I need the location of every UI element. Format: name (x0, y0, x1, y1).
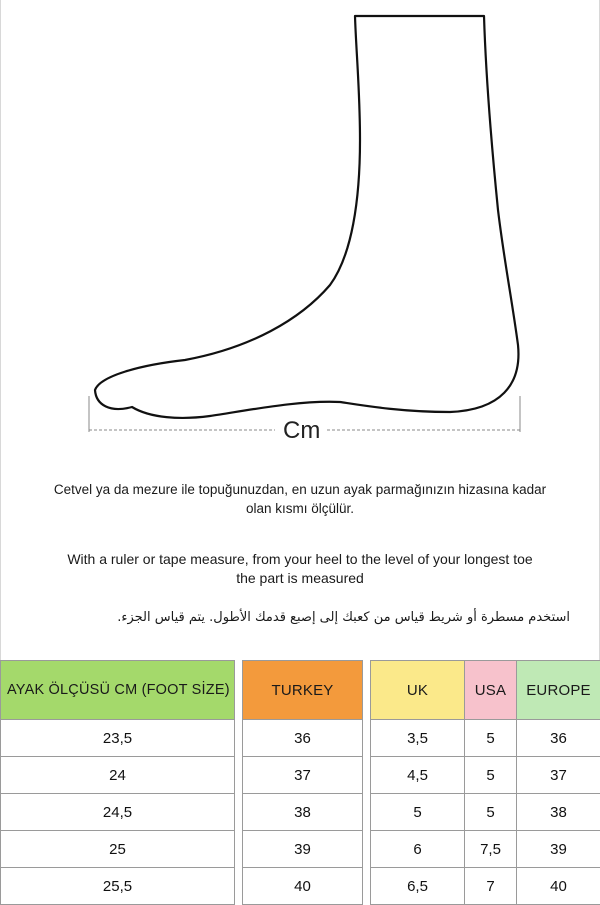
cell-uk: 6,5 (371, 868, 465, 905)
cell-europe: 36 (517, 720, 600, 757)
cell-cm: 25 (1, 831, 235, 868)
turkish-instruction-line-2: olan kısmı ölçülür. (0, 499, 600, 518)
english-instruction-line-1: With a ruler or tape measure, from your heel to the level of your longest toe (0, 550, 600, 569)
table-row (1, 794, 600, 831)
measure-unit-label: Cm (283, 416, 320, 446)
cell-usa: 5 (465, 720, 517, 757)
cell-cm: 24,5 (1, 794, 235, 831)
cell-usa: 7,5 (465, 831, 517, 868)
cell-turkey: 39 (243, 831, 363, 868)
cell-usa: 5 (465, 794, 517, 831)
header-spacer (235, 661, 243, 720)
table-row (1, 757, 600, 794)
header-turkey: TURKEY (243, 661, 363, 720)
cell-uk: 4,5 (371, 757, 465, 794)
cell-usa: 5 (465, 757, 517, 794)
cell-cm: 25,5 (1, 868, 235, 905)
cell-europe: 39 (517, 831, 600, 868)
table-row (1, 831, 600, 868)
cell-spacer (235, 868, 243, 905)
cell-turkey: 37 (243, 757, 363, 794)
cell-europe: 38 (517, 794, 600, 831)
cell-turkey: 36 (243, 720, 363, 757)
cell-spacer (363, 720, 371, 757)
cell-turkey: 38 (243, 794, 363, 831)
table-header-row (1, 661, 600, 720)
header-foot-size: AYAK ÖLÇÜSÜ CM (FOOT SİZE) (1, 661, 235, 720)
cell-europe: 37 (517, 757, 600, 794)
size-conversion-table (0, 660, 600, 905)
header-spacer (363, 661, 371, 720)
cell-uk: 6 (371, 831, 465, 868)
table-row (1, 720, 600, 757)
cell-spacer (363, 794, 371, 831)
cell-spacer (235, 831, 243, 868)
cell-spacer (235, 720, 243, 757)
header-usa: USA (465, 661, 517, 720)
cell-uk: 3,5 (371, 720, 465, 757)
cell-cm: 23,5 (1, 720, 235, 757)
table-row (1, 868, 600, 905)
cell-spacer (363, 757, 371, 794)
cell-spacer (363, 831, 371, 868)
turkish-instruction-line-1: Cetvel ya da mezure ile topuğunuzdan, en uzun ayak parmağınızın hizasına kadar (0, 480, 600, 499)
cell-uk: 5 (371, 794, 465, 831)
cell-turkey: 40 (243, 868, 363, 905)
turkish-instructions (0, 480, 600, 518)
cell-europe: 40 (517, 868, 600, 905)
cell-spacer (235, 794, 243, 831)
cell-cm: 24 (1, 757, 235, 794)
cell-spacer (363, 868, 371, 905)
english-instruction-line-2: the part is measured (0, 569, 600, 588)
header-europe: EUROPE (517, 661, 600, 720)
arabic-instructions: استخدم مسطرة أو شريط قياس من كعبك إلى إصبع قدمك الأطول. يتم قياس الجزء. (60, 607, 570, 629)
header-uk: UK (371, 661, 465, 720)
cell-usa: 7 (465, 868, 517, 905)
cell-spacer (235, 757, 243, 794)
english-instructions (0, 550, 600, 588)
